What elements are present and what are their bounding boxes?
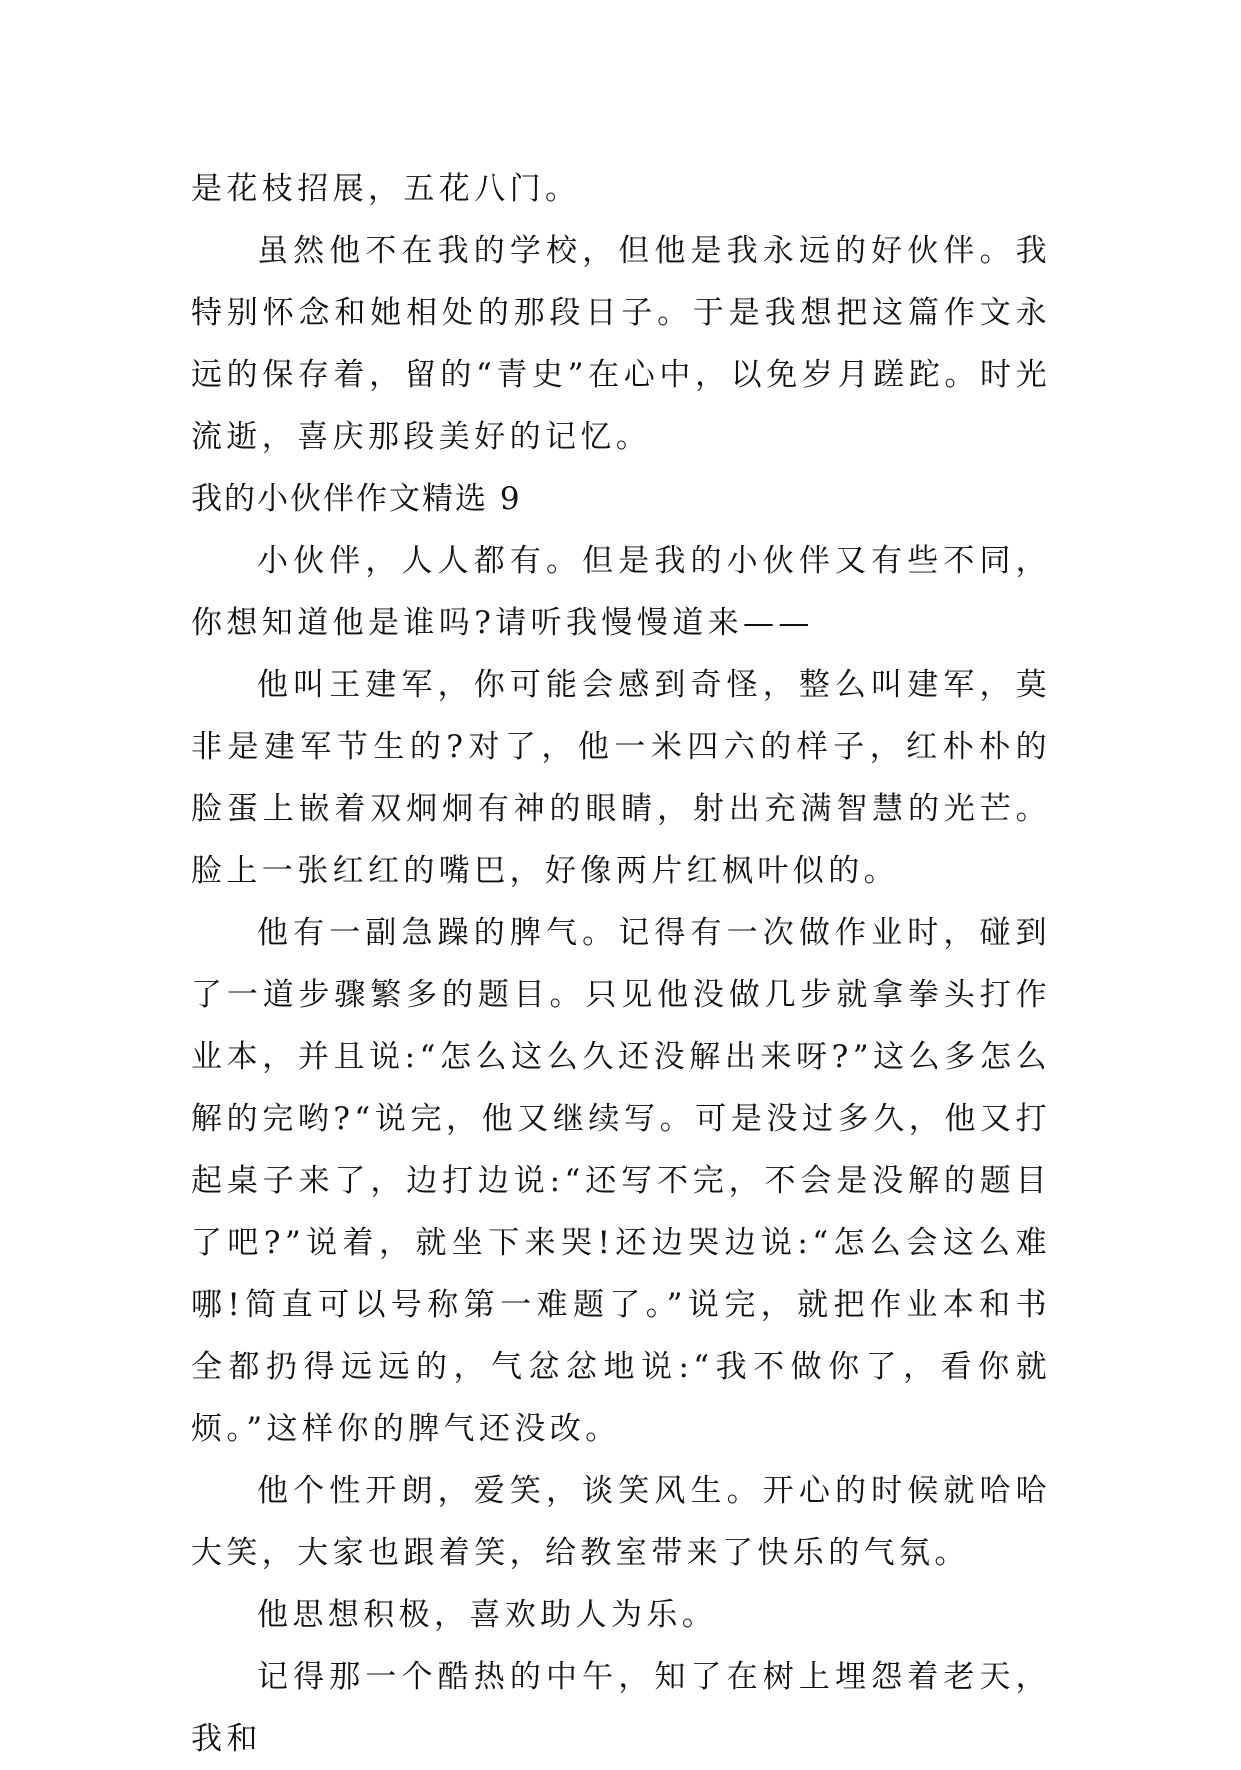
paragraph-continuation: 是花枝招展，五花八门。 <box>191 171 581 207</box>
paragraph-temper: 他有一副急躁的脾气。记得有一次做作业时，碰到了一道步骤繁多的题目。只见他没做几步就拿拳头打作业本，并且说:“怎么这么久还没解出来呀?”这么多怎么解的完哟?“说完，他又继续写。可是没过多久，他又打起桌子来了，边打边说:“还写不完，不会是没解的题目了吧?”说着，就坐下来哭!还边哭边说:“怎么会这么难哪!简直可以号称第一难题了。”说完，就把作业本和书全都扔得远远的，气忿忿地说:“我不做你了，看你就烦。”这样你的脾气还没改。 <box>191 915 1051 1447</box>
paragraph-intro: 小伙伴，人人都有。但是我的小伙伴又有些不同，你想知道他是谁吗?请听我慢慢道来—— <box>191 543 1051 641</box>
section-heading: 我的小伙伴作文精选 9 <box>191 481 522 517</box>
paragraph-good-friend: 虽然他不在我的学校，但他是我永远的好伙伴。我特别怀念和她相处的那段日子。于是我想把这篇作文永远的保存着，留的“青史”在心中，以免岁月蹉跎。时光流逝，喜庆那段美好的记忆。 <box>191 233 1051 455</box>
paragraph-personality: 他个性开朗，爱笑，谈笑风生。开心的时候就哈哈大笑，大家也跟着笑，给教室带来了快乐的气氛。 <box>191 1473 1051 1571</box>
paragraph-appearance: 他叫王建军，你可能会感到奇怪，整么叫建军，莫非是建军节生的?对了，他一米四六的样子，红朴朴的脸蛋上嵌着双炯炯有神的眼睛，射出充满智慧的光芒。脸上一张红红的嘴巴，好像两片红枫叶似的。 <box>191 667 1051 889</box>
document-body <box>191 158 1051 1770</box>
paragraph-memory: 记得那一个酷热的中午，知了在树上埋怨着老天，我和 <box>191 1659 1051 1757</box>
paragraph-helpful: 他思想积极，喜欢助人为乐。 <box>257 1597 718 1633</box>
